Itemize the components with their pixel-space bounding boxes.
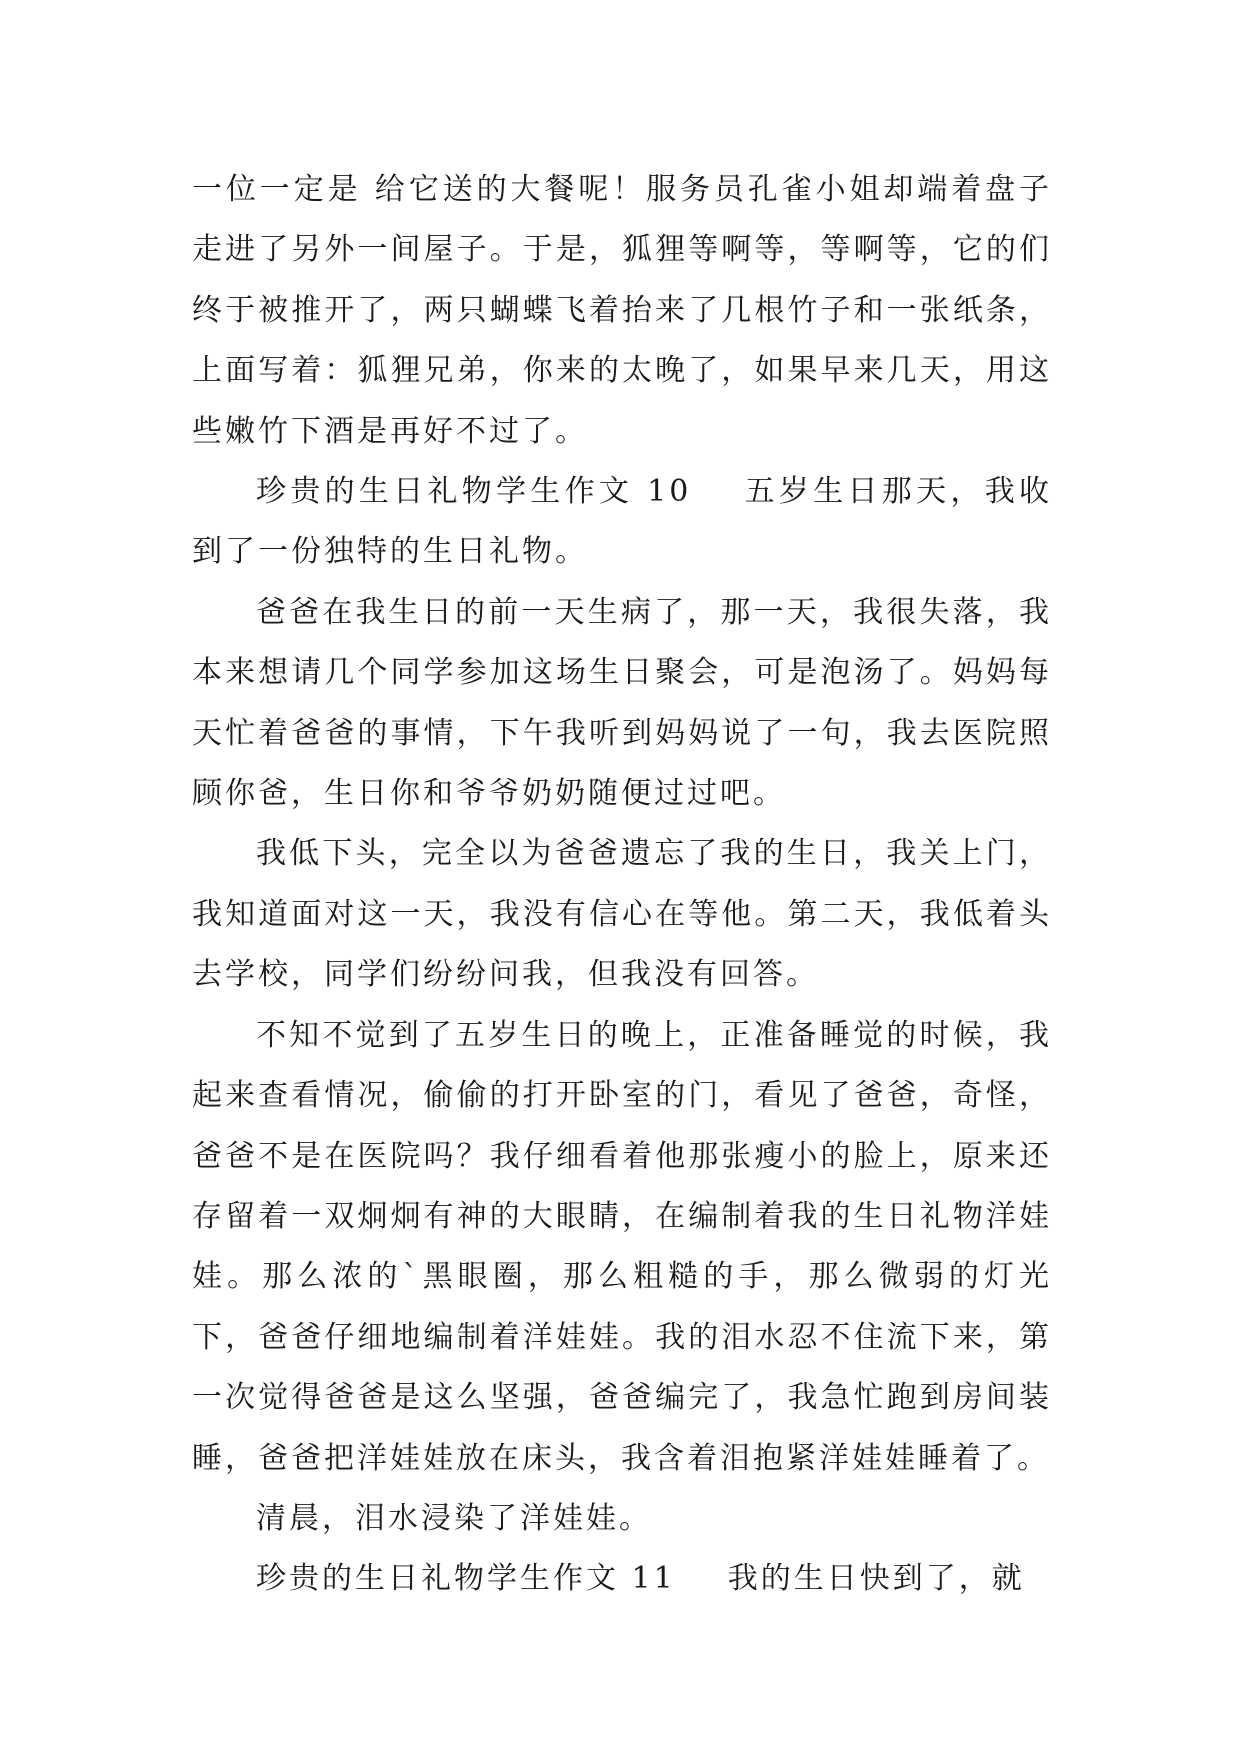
paragraph-continuation [192, 160, 1052, 462]
paragraph-text: 清晨，泪水浸染了洋娃娃。 [256, 1500, 652, 1536]
paragraph [192, 583, 1052, 825]
paragraph-text: 一位一定是 给它送的大餐呢！服务员孔雀小姐却端着盘子走进了另外一间屋子。于是，狐狸等啊等，等啊等，它的们终于被推开了，两只蝴蝶飞着抬来了几根竹子和一张纸条，上面写着：狐狸兄弟，你来的太晚了，如果早来几天，用这些嫩竹下酒是再好不过了。 [192, 172, 1052, 449]
essay-body [192, 160, 1052, 1610]
paragraph-text: 五岁生日那天，我收到了一份独特的生日礼物。 [192, 474, 1053, 570]
essay-heading: 珍贵的生日礼物学生作文 10 [256, 474, 692, 510]
paragraph-essay-11-intro [192, 1549, 1052, 1609]
paragraph-text: 爸爸在我生日的前一天生病了，那一天，我很失落，我本来想请几个同学参加这场生日聚会，可是泡汤了。妈妈每天忙着爸爸的事情，下午我听到妈妈说了一句，我去医院照顾你爸，生日你和爷爷奶奶随便过过吧。 [192, 594, 1052, 812]
paragraph [192, 1006, 1052, 1489]
paragraph-essay-10-intro [192, 462, 1052, 583]
paragraph [192, 824, 1052, 1005]
paragraph [192, 1489, 1052, 1549]
paragraph-text: 不知不觉到了五岁生日的晚上，正准备睡觉的时候，我起来查看情况，偷偷的打开卧室的门，看见了爸爸，奇怪，爸爸不是在医院吗？我仔细看着他那张瘦小的脸上，原来还存留着一双炯炯有神的大眼睛，在编制着我的生日礼物洋娃娃。那么浓的`黑眼圈，那么粗糙的手，那么微弱的灯光下，爸爸仔细地编制着洋娃娃。我的泪水忍不住流下来，第一次觉得爸爸是这么坚强，爸爸编完了，我急忙跑到房间装睡，爸爸把洋娃娃放在床头，我含着泪抱紧洋娃娃睡着了。 [192, 1017, 1052, 1476]
essay-heading: 珍贵的生日礼物学生作文 11 [256, 1561, 676, 1597]
paragraph-text: 我低下头，完全以为爸爸遗忘了我的生日，我关上门，我知道面对这一天，我没有信心在等他。第二天，我低着头去学校，同学们纷纷问我，但我没有回答。 [192, 836, 1052, 993]
paragraph-text: 我的生日快到了，就 [727, 1561, 1025, 1597]
